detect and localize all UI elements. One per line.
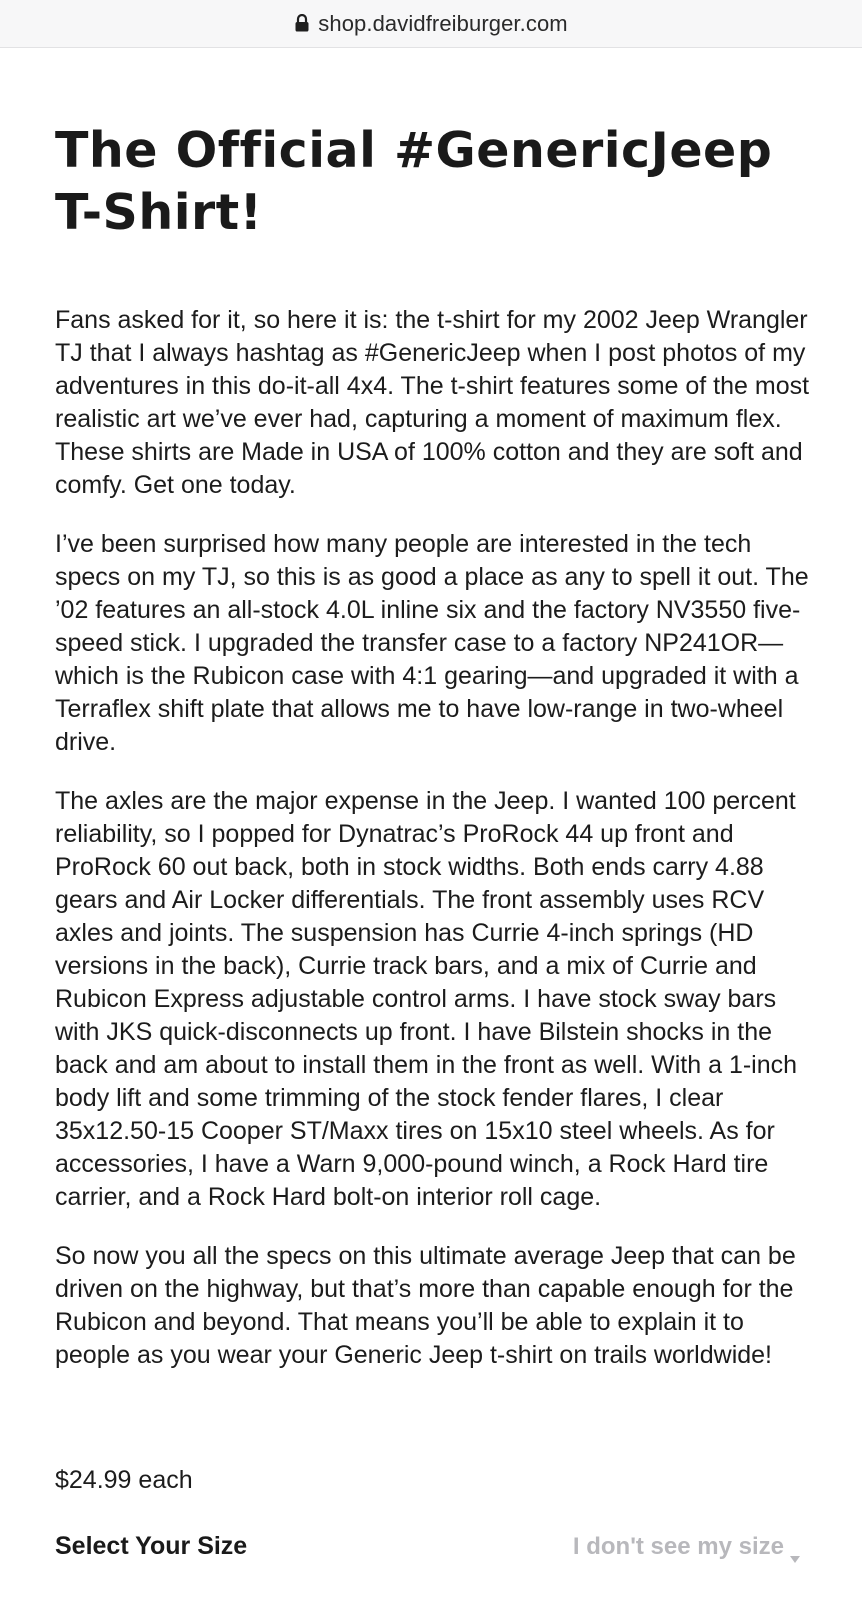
url-text: shop.davidfreiburger.com: [318, 10, 568, 36]
product-price: $24.99 each: [55, 1466, 193, 1494]
chevron-down-icon: [790, 1543, 800, 1551]
product-description: [55, 120, 810, 1398]
lock-icon: [294, 14, 310, 32]
description-paragraph: The axles are the major expense in the Jeep. I wanted 100 percent reliability, so I popped for Dynatrac’s ProRock 44 up front and ProRock 60 out back, both in stock widths. Both ends carry 4.88 gears and Air Locker differentials. The front assembly uses RCV axles and joints. The suspension has Currie 4-inch springs (HD versions in the back), Currie track bars, and a mix of Currie and Rubicon Express adjustable control arms. I have stock sway bars with JKS quick-disconnects up front. I have Bilstein shocks in the back and am about to install them in the front as well. With a 1-inch body lift and some trimming of the stock fender flares, I clear 35x12.50-15 Cooper ST/Maxx tires on 15x10 steel wheels. As for accessories, I have a Warn 9,000-pound winch, a Rock Hard tire carrier, and a Rock Hard bolt-on interior roll cage.: [55, 787, 798, 1211]
size-selector-row: [55, 1532, 800, 1561]
description-paragraph: I’ve been surprised how many people are interested in the tech specs on my TJ, so this is as good a place as any to spell it out. The ’02 features an all-stock 4.0L inline six and the factory NV3550 five-speed stick. I upgraded the transfer case to a factory NP241OR—which is the Rubicon case with 4:1 gearing—and upgraded it with a Terraflex shift plate that allows me to have low-range in two-wheel drive.: [55, 530, 809, 756]
description-paragraph: Fans asked for it, so here it is: the t-shirt for my 2002 Jeep Wrangler TJ that I always hashtag as #GenericJeep when I post photos of my adventures in this do-it-all 4x4. The t-shirt features some of the most realistic art we’ve ever had, capturing a moment of maximum flex. These shirts are Made in USA of 100% cotton and they are soft and comfy. Get one today.: [55, 306, 810, 499]
size-help-label: I don't see my size: [572, 1532, 784, 1560]
size-help-link[interactable]: [573, 1533, 800, 1561]
size-label: Select Your Size: [55, 1532, 248, 1560]
page-title: The Official #GenericJeep T-Shirt!: [55, 122, 773, 241]
description-paragraph: So now you all the specs on this ultimate average Jeep that can be driven on the highway, but that’s more than capable enough for the Rubicon and beyond. That means you’ll be able to explain it to people as you wear your Generic Jeep t-shirt on trails worldwide!: [55, 1242, 796, 1369]
address-bar[interactable]: [0, 0, 862, 48]
